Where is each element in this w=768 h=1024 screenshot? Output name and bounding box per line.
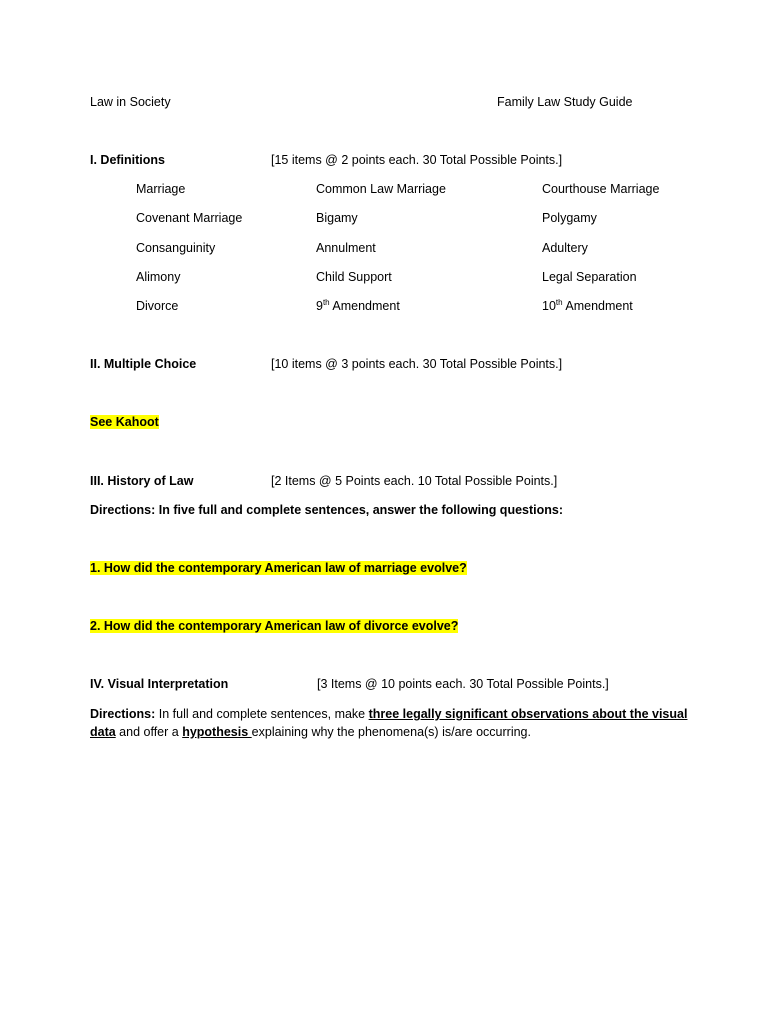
section-history-heading: III. History of Law [90,474,194,488]
section-multiple-choice-heading: II. Multiple Choice [90,357,197,371]
term: Divorce [136,299,179,313]
section-visual-points: [3 Items @ 10 points each. 30 Total Possible Points.] [317,677,609,691]
term: Bigamy [316,211,358,225]
section-multiple-choice-points: [10 items @ 3 points each. 30 Total Possible Points.] [271,357,563,371]
section-history-points: [2 Items @ 5 Points each. 10 Total Possible Points.] [271,474,558,488]
history-question-2: 2. How did the contemporary American law of divorce evolve? [90,619,459,633]
term: Consanguinity [136,241,216,255]
term: Alimony [136,270,181,284]
term-10th-amendment: 10th Amendment [542,298,633,313]
history-directions: Directions: In five full and complete sentences, answer the following questions: [90,503,564,517]
see-kahoot-note: See Kahoot [90,415,159,429]
visual-directions-line-2: data and offer a hypothesis explaining why the phenomena(s) is/are occurring. [90,725,531,739]
visual-directions-line-1: Directions: In full and complete sentences, make three legally significant observations about the visual [90,707,688,721]
history-question-1: 1. How did the contemporary American law of marriage evolve? [90,561,467,575]
term: Courthouse Marriage [542,182,660,196]
section-definitions-heading: I. Definitions [90,153,165,167]
section-definitions-points: [15 items @ 2 points each. 30 Total Possible Points.] [271,153,563,167]
term: Adultery [542,241,588,255]
section-visual-heading: IV. Visual Interpretation [90,677,229,691]
term: Marriage [136,182,186,196]
term: Annulment [316,241,376,255]
term: Child Support [316,270,392,284]
term: Legal Separation [542,270,637,284]
term: Covenant Marriage [136,211,243,225]
guide-title: Family Law Study Guide [497,95,633,109]
course-name: Law in Society [90,95,171,109]
term-9th-amendment: 9th Amendment [316,298,400,313]
term: Common Law Marriage [316,182,446,196]
term: Polygamy [542,211,597,225]
